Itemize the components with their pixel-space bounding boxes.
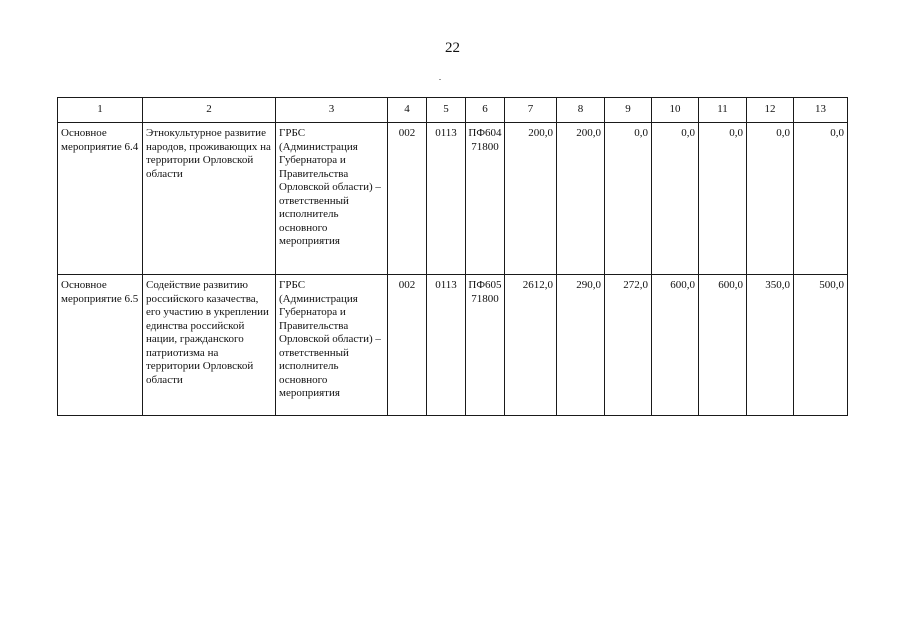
year-amount: 350,0 <box>747 275 794 416</box>
section-code: 0113 <box>427 123 466 275</box>
table-row <box>58 123 848 275</box>
column-header: 4 <box>388 98 427 123</box>
year-amount: 272,0 <box>605 275 652 416</box>
column-header: 11 <box>699 98 747 123</box>
column-header: 2 <box>143 98 276 123</box>
column-header: 8 <box>557 98 605 123</box>
page-number: 22 <box>445 40 460 56</box>
column-header: 3 <box>276 98 388 123</box>
column-header: 7 <box>505 98 557 123</box>
executor: ГРБС (Администрация Губернатора и Правительства Орловской области) – ответственный исполнитель основного мероприятия <box>276 275 388 416</box>
target-article-cell <box>466 123 505 275</box>
column-header: 13 <box>794 98 848 123</box>
year-amount: 500,0 <box>794 275 848 416</box>
target-article-code: ПФ60571800 <box>468 279 502 305</box>
grbs-code: 002 <box>388 123 427 275</box>
section-code: 0113 <box>427 275 466 416</box>
column-header: 12 <box>747 98 794 123</box>
target-article-code: ПФ60471800 <box>468 127 502 153</box>
year-amount: 200,0 <box>557 123 605 275</box>
year-amount: 0,0 <box>794 123 848 275</box>
year-amount: 600,0 <box>699 275 747 416</box>
year-amount: 0,0 <box>652 123 699 275</box>
event-description: Этнокультурное развитие народов, проживающих на территории Орловской области <box>143 123 276 275</box>
target-article-cell <box>466 275 505 416</box>
year-amount: 290,0 <box>557 275 605 416</box>
column-header: 6 <box>466 98 505 123</box>
grbs-code: 002 <box>388 275 427 416</box>
table-row <box>58 275 848 416</box>
scan-artifact <box>439 79 441 80</box>
total-amount: 200,0 <box>505 123 557 275</box>
column-header: 10 <box>652 98 699 123</box>
year-amount: 600,0 <box>652 275 699 416</box>
column-number-row <box>58 98 848 123</box>
column-header: 5 <box>427 98 466 123</box>
column-header: 1 <box>58 98 143 123</box>
year-amount: 0,0 <box>747 123 794 275</box>
event-description: Содействие развитию российского казачества, его участию в укреплении единства российской нации, гражданского патриотизма на территории Орловской области <box>143 275 276 416</box>
event-name: Основное мероприятие 6.4 <box>58 123 143 275</box>
year-amount: 0,0 <box>605 123 652 275</box>
budget-table <box>57 97 848 416</box>
total-amount: 2612,0 <box>505 275 557 416</box>
column-header: 9 <box>605 98 652 123</box>
event-name: Основное мероприятие 6.5 <box>58 275 143 416</box>
executor: ГРБС (Администрация Губернатора и Правительства Орловской области) – ответственный исполнитель основного мероприятия <box>276 123 388 275</box>
year-amount: 0,0 <box>699 123 747 275</box>
